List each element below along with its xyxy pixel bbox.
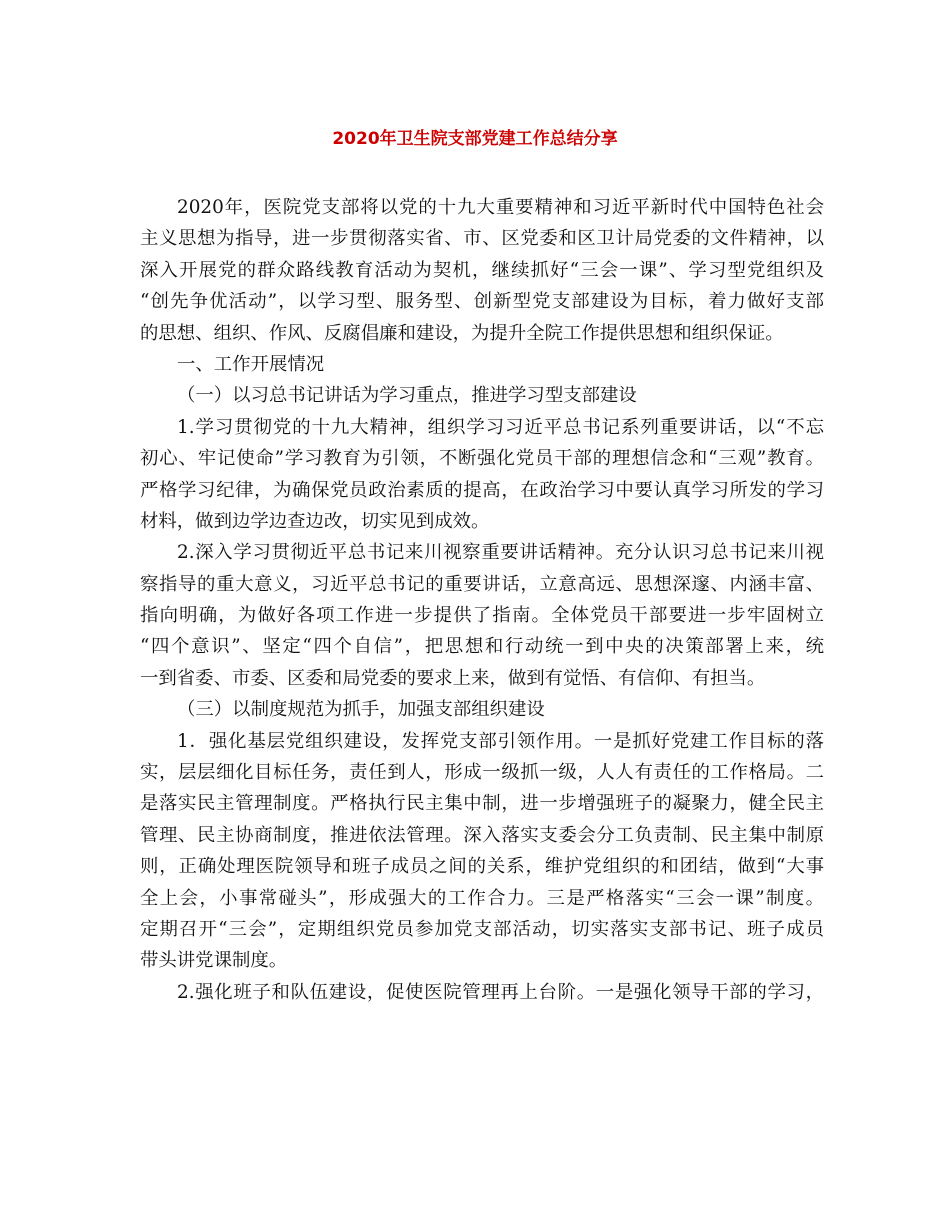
text-line: 察指导的重大意义，习近平总书记的重要讲话，立意高远、思想深邃、内涵丰富、 bbox=[140, 573, 824, 595]
text-line: 2.强化班子和队伍建设，促使医院管理再上台阶。一是强化领导干部的学习， bbox=[177, 981, 824, 1003]
text-line: 全上会，小事常碰头”，形成强大的工作合力。三是严格落实“三会一课”制度。 bbox=[140, 887, 824, 909]
text-line: “四个意识”、坚定“四个自信”，把思想和行动统一到中央的决策部署上来，统 bbox=[140, 636, 824, 658]
text-line: 严格学习纪律，为确保党员政治素质的提高，在政治学习中要认真学习所发的学习 bbox=[140, 479, 824, 501]
text-line: （一）以习总书记讲话为学习重点，推进学习型支部建设 bbox=[177, 385, 637, 407]
document-body bbox=[140, 192, 824, 1008]
text-line: 是落实民主管理制度。严格执行民主集中制，进一步增强班子的凝聚力，健全民主 bbox=[140, 793, 824, 815]
text-line: 主义思想为指导，进一步贯彻落实省、市、区党委和区卫计局党委的文件精神，以 bbox=[140, 228, 824, 250]
text-line: 初心、牢记使命”学习教育为引领，不断强化党员干部的理想信念和“三观”教育。 bbox=[140, 448, 824, 470]
text-line: 一、工作开展情况 bbox=[177, 353, 325, 375]
text-line: 一到省委、市委、区委和局党委的要求上来，做到有觉悟、有信仰、有担当。 bbox=[140, 667, 766, 689]
text-line: 带头讲党课制度。 bbox=[140, 950, 288, 972]
text-line: （三）以制度规范为抓手，加强支部组织建设 bbox=[177, 699, 545, 721]
text-line: 材料，做到边学边查边改，切实见到成效。 bbox=[140, 510, 490, 532]
text-line: 则，正确处理医院领导和班子成员之间的关系，维护党组织的和团结，做到“大事 bbox=[140, 856, 824, 878]
text-line: 2.深入学习贯彻近平总书记来川视察重要讲话精神。充分认识习总书记来川视 bbox=[177, 542, 824, 564]
text-line: 实，层层细化目标任务，责任到人，形成一级抓一级，人人有责任的工作格局。二 bbox=[140, 762, 824, 784]
text-line: 1.学习贯彻党的十九大精神，组织学习习近平总书记系列重要讲话，以“不忘 bbox=[177, 416, 824, 438]
text-line: 1．强化基层党组织建设，发挥党支部引领作用。一是抓好党建工作目标的落 bbox=[177, 730, 824, 752]
text-line: 管理、民主协商制度，推进依法管理。深入落实支委会分工负责制、民主集中制原 bbox=[140, 824, 824, 846]
text-line: “创先争优活动”，以学习型、服务型、创新型党支部建设为目标，着力做好支部 bbox=[140, 291, 824, 313]
text-line: 指向明确，为做好各项工作进一步提供了指南。全体党员干部要进一步牢固树立 bbox=[140, 605, 824, 627]
page-title: 2020年卫生院支部党建工作总结分享 bbox=[332, 129, 618, 149]
text-line: 定期召开“三会”，定期组织党员参加党支部活动，切实落实支部书记、班子成员 bbox=[140, 918, 824, 940]
text-line: 的思想、组织、作风、反腐倡廉和建设，为提升全院工作提供思想和组织保证。 bbox=[140, 322, 784, 344]
text-line: 2020年，医院党支部将以党的十九大重要精神和习近平新时代中国特色社会 bbox=[177, 197, 824, 218]
text-line: 深入开展党的群众路线教育活动为契机，继续抓好“三会一课”、学习型党组织及 bbox=[140, 259, 824, 281]
